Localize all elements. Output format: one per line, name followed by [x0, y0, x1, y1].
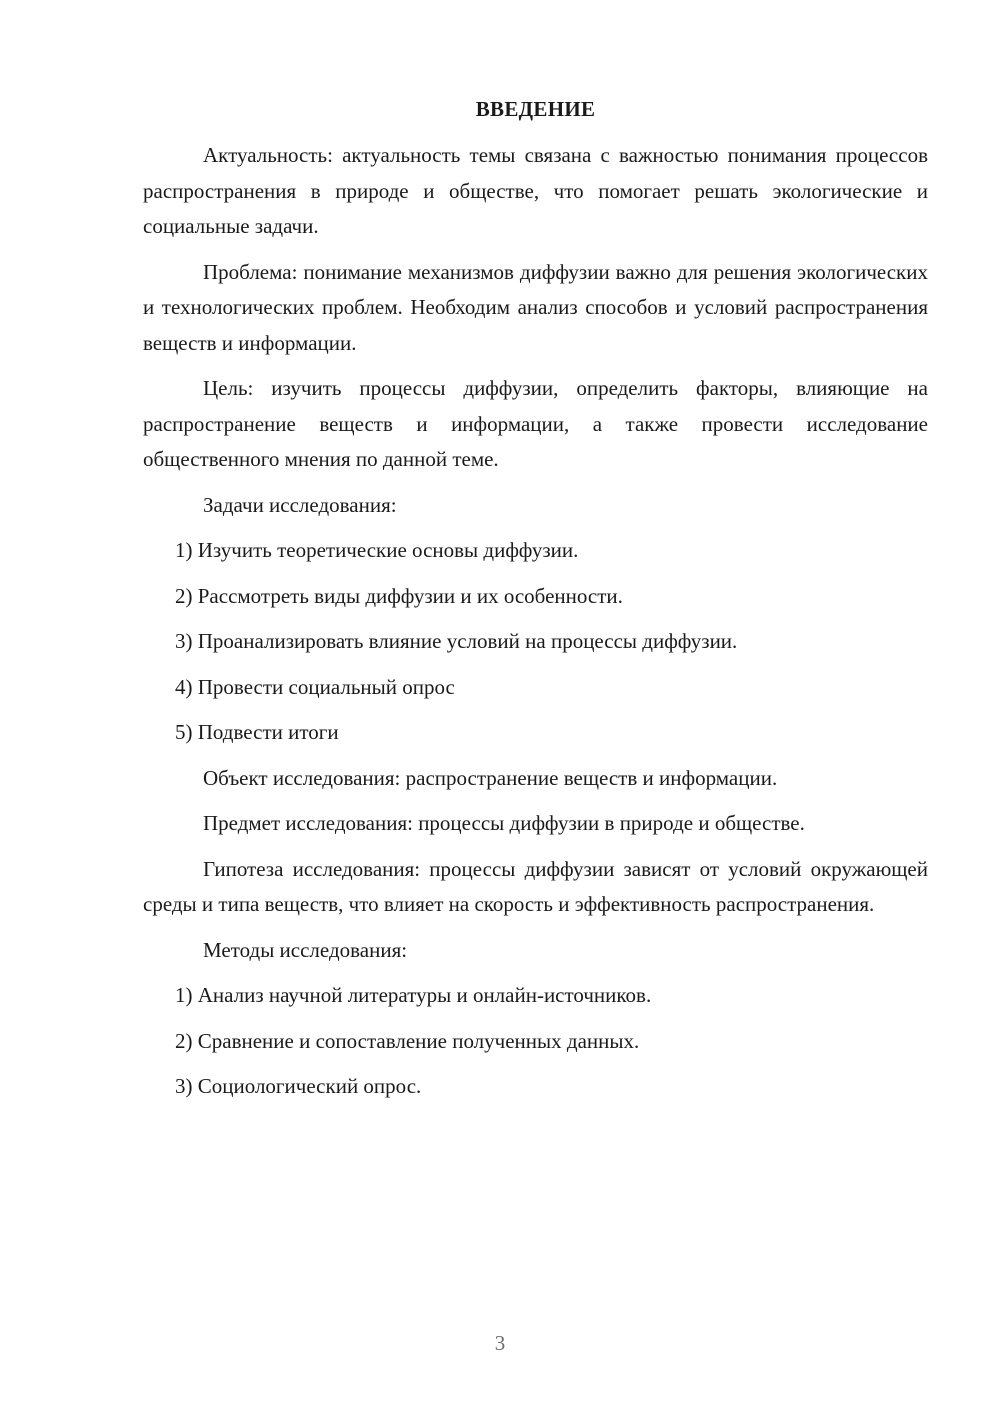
- list-item: 2) Рассмотреть виды диффузии и их особенности.: [175, 583, 623, 608]
- tasks-heading: Задачи исследования:: [203, 492, 397, 517]
- page-content: [143, 92, 928, 1115]
- subject-paragraph: Предмет исследования: процессы диффузии в природе и обществе.: [203, 811, 805, 835]
- section-title: ВВЕДЕНИЕ: [475, 97, 596, 121]
- list-item: 1) Изучить теоретические основы диффузии.: [175, 538, 579, 562]
- list-item: 3) Социологический опрос.: [175, 1074, 422, 1098]
- list-item: 4) Провести социальный опрос: [175, 674, 455, 699]
- list-item: 2) Сравнение и сопоставление полученных данных.: [175, 1028, 640, 1053]
- tasks-list: [143, 533, 928, 751]
- list-item: 5) Подвести итоги: [175, 720, 339, 744]
- problem-paragraph: Проблема: понимание механизмов диффузии важно для решения экологических и технологических проблем. Необходим анализ способов и условий распространения веществ и информации.: [143, 259, 928, 355]
- relevance-paragraph: Актуальность: актуальность темы связана с важностью понимания процессов распространения в природе и обществе, что помогает решать экологические и социальные задачи.: [143, 143, 928, 238]
- methods-heading: Методы исследования:: [203, 937, 408, 962]
- goal-paragraph: Цель: изучить процессы диффузии, определить факторы, влияющие на распространение веществ и информации, а также провести исследование общественного мнения по данной теме.: [143, 376, 928, 471]
- methods-list: [143, 978, 928, 1105]
- hypothesis-paragraph: Гипотеза исследования: процессы диффузии зависят от условий окружающей среды и типа веществ, что влияет на скорость и эффективность распространения.: [143, 856, 928, 916]
- object-paragraph: Объект исследования: распространение веществ и информации.: [203, 765, 778, 790]
- list-item: 3) Проанализировать влияние условий на процессы диффузии.: [175, 629, 738, 653]
- page-number: 3: [494, 1331, 506, 1355]
- list-item: 1) Анализ научной литературы и онлайн-источников.: [175, 983, 652, 1007]
